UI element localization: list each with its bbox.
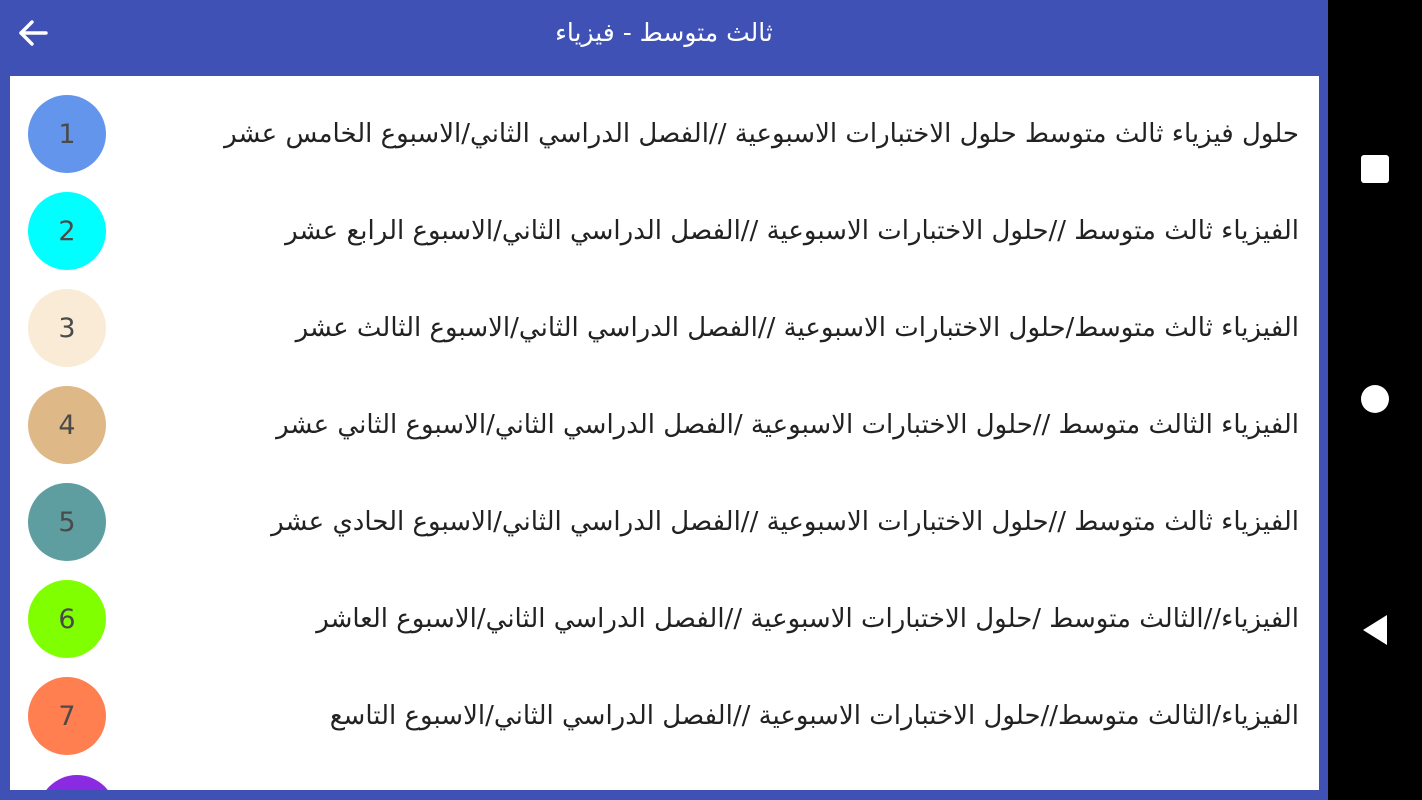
list-item-title: حلول فيزياء ثالث متوسط حلول الاختبارات الاسبوعية //الفصل الدراسي الثاني/الاسبوع الخامس عشر: [224, 119, 1299, 149]
recents-button[interactable]: [1345, 139, 1405, 199]
list-item-title: الفيزياء ثالث متوسط //حلول الاختبارات الاسبوعية //الفصل الدراسي الثاني/الاسبوع الحادي عشر: [271, 507, 1299, 537]
lessons-list: [10, 76, 1319, 790]
app-bar: [0, 0, 1328, 66]
item-number-badge: 4: [28, 386, 106, 464]
circle-icon: [1359, 383, 1391, 415]
item-number-badge: 5: [28, 483, 106, 561]
page-title: ثالث متوسط - فيزياء: [555, 18, 773, 47]
list-item-7[interactable]: [10, 658, 1319, 755]
square-icon: [1359, 153, 1391, 185]
item-number-badge: 1: [28, 95, 106, 173]
item-number-badge: 3: [28, 289, 106, 367]
list-item-title: الفيزياء//الثالث متوسط /حلول الاختبارات الاسبوعية //الفصل الدراسي الثاني/الاسبوع العاشر: [316, 604, 1299, 634]
list-item-title: الفيزياء الثالث متوسط //حلول الاختبارات الاسبوعية /الفصل الدراسي الثاني/الاسبوع الثاني عشر: [276, 410, 1299, 440]
list-item-title: الفيزياء/الثالث متوسط//حلول الاختبارات الاسبوعية //الفصل الدراسي الثاني/الاسبوع التاسع: [329, 701, 1299, 731]
list-item-6[interactable]: [10, 561, 1319, 658]
list-item-1[interactable]: [10, 76, 1319, 173]
system-back-button[interactable]: [1345, 600, 1405, 660]
list-item-title: الفيزياء ثالث متوسط //حلول الاختبارات الاسبوعية //الفصل الدراسي الثاني/الاسبوع الرابع عشر: [285, 216, 1299, 246]
list-item-4[interactable]: [10, 367, 1319, 464]
list-item-3[interactable]: [10, 270, 1319, 367]
home-button[interactable]: [1345, 369, 1405, 429]
partial-item-badge[interactable]: [38, 775, 116, 790]
item-number-badge: 2: [28, 192, 106, 270]
list-item-5[interactable]: [10, 464, 1319, 561]
list-item-2[interactable]: [10, 173, 1319, 270]
item-number-badge: 7: [28, 677, 106, 755]
list-item-title: الفيزياء ثالث متوسط/حلول الاختبارات الاسبوعية //الفصل الدراسي الثاني/الاسبوع الثالث عشر: [295, 313, 1299, 343]
item-number-badge: 6: [28, 580, 106, 658]
triangle-back-icon: [1359, 612, 1391, 648]
system-nav-bar: [1328, 0, 1422, 800]
